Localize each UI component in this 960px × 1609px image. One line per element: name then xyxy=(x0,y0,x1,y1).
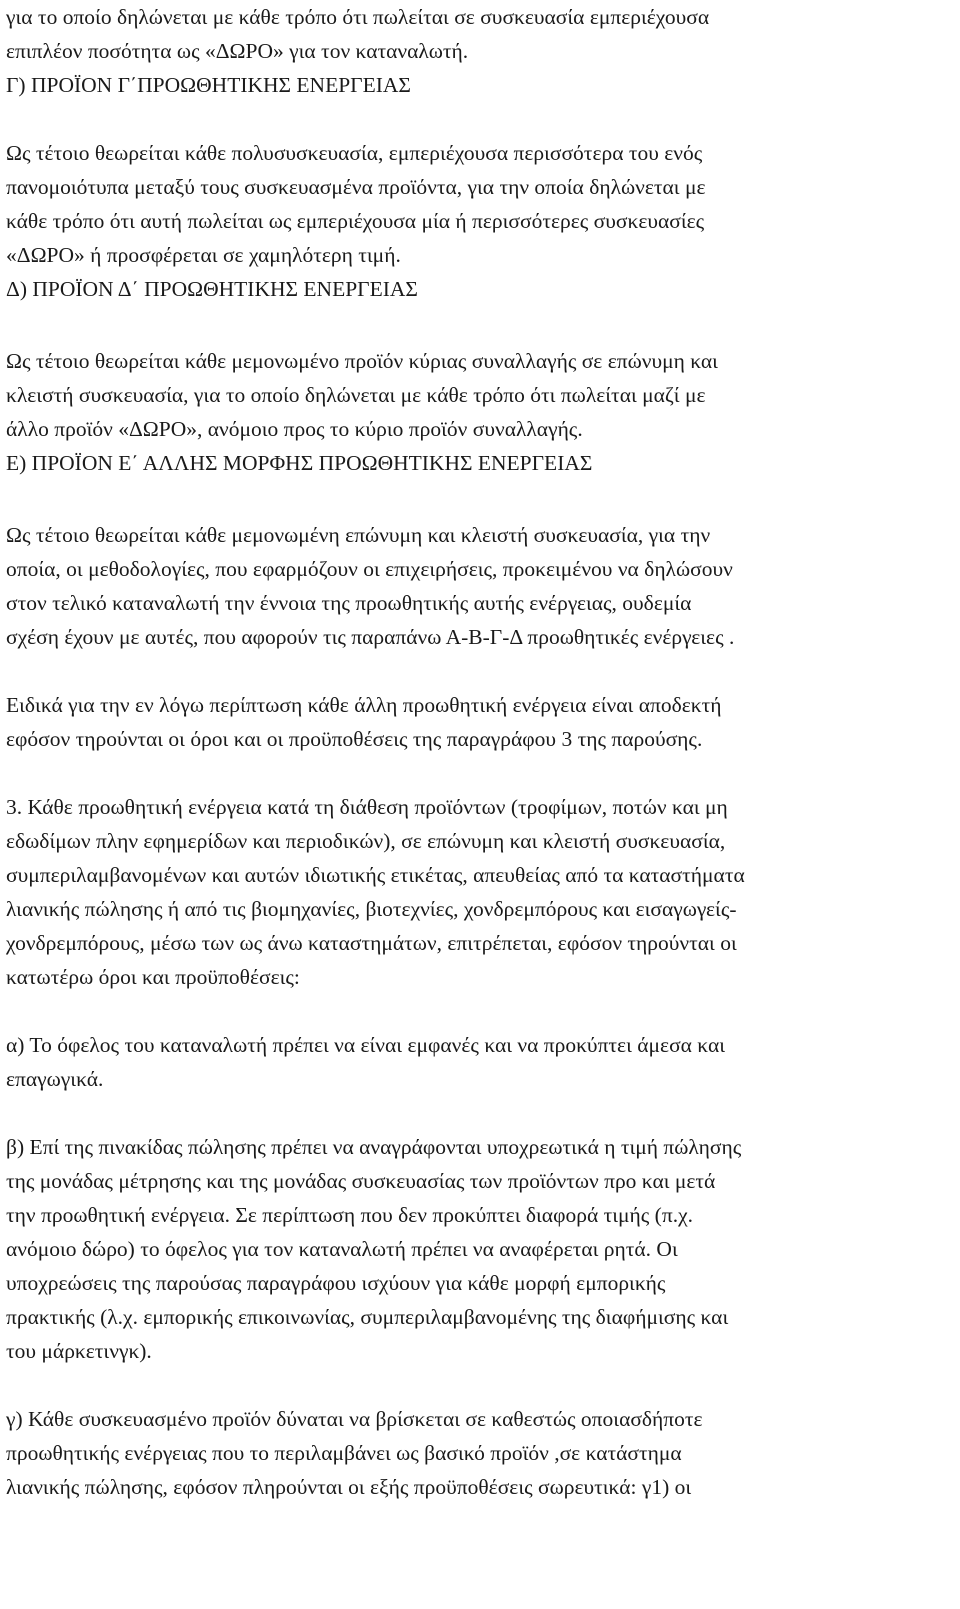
text-line: εφόσον τηρούνται οι όροι και οι προϋποθέσεις της παραγράφου 3 της παρούσης. xyxy=(6,727,703,751)
text-line: 3. Κάθε προωθητική ενέργεια κατά τη διάθεση προϊόντων (τροφίμων, ποτών και μη xyxy=(6,795,728,819)
condition-a xyxy=(6,1028,956,1096)
text-line: την προωθητική ενέργεια. Σε περίπτωση που δεν προκύπτει διαφορά τιμής (π.χ. xyxy=(6,1203,693,1227)
text-line: Ειδικά για την εν λόγω περίπτωση κάθε άλλη προωθητική ενέργεια είναι αποδεκτή xyxy=(6,693,722,717)
text-line: Ως τέτοιο θεωρείται κάθε μεμονωμένο προϊόν κύριας συναλλαγής σε επώνυμη και xyxy=(6,349,718,373)
text-line: άλλο προϊόν «ΔΩΡΟ», ανόμοιο προς το κύριο προϊόν συναλλαγής. xyxy=(6,417,583,441)
text-line: εδωδίμων πλην εφημερίδων και περιοδικών), σε επώνυμη και κλειστή συσκευασία, xyxy=(6,829,726,853)
text-line: συμπεριλαμβανομένων και αυτών ιδιωτικής ετικέτας, απευθείας από τα καταστήματα xyxy=(6,863,745,887)
text-line: οποία, οι μεθοδολογίες, που εφαρμόζουν οι επιχειρήσεις, προκειμένου να δηλώσουν xyxy=(6,557,733,581)
text-line: πρακτικής (λ.χ. εμπορικής επικοινωνίας, συμπεριλαμβανομένης της διαφήμισης και xyxy=(6,1305,729,1329)
section-heading: Ε) ΠΡΟΪΟΝ Ε΄ ΑΛΛΗΣ ΜΟΡΦΗΣ ΠΡΟΩΘΗΤΙΚΗΣ ΕΝΕΡΓΕΙΑΣ xyxy=(6,451,593,475)
text-line: για το οποίο δηλώνεται με κάθε τρόπο ότι πωλείται σε συσκευασία εμπεριέχουσα xyxy=(6,5,710,29)
condition-c xyxy=(6,1402,956,1504)
text-line: α) Το όφελος του καταναλωτή πρέπει να είναι εμφανές και να προκύπτει άμεσα και xyxy=(6,1033,725,1057)
text-line: σχέση έχουν με αυτές, που αφορούν τις παραπάνω Α-Β-Γ-Δ προωθητικές ενέργειες . xyxy=(6,625,735,649)
section-e xyxy=(6,446,956,756)
section-heading: Γ) ΠΡΟΪΟΝ Γ΄ΠΡΟΩΘΗΤΙΚΗΣ ΕΝΕΡΓΕΙΑΣ xyxy=(6,73,411,97)
text-line: λιανικής πώλησης ή από τις βιομηχανίες, βιοτεχνίες, χονδρεμπόρους και εισαγωγείς- xyxy=(6,897,737,921)
text-line: του μάρκετινγκ). xyxy=(6,1339,152,1363)
section-heading: Δ) ΠΡΟΪΟΝ Δ΄ ΠΡΟΩΘΗΤΙΚΗΣ ΕΝΕΡΓΕΙΑΣ xyxy=(6,277,418,301)
text-line: της μονάδας μέτρησης και της μονάδας συσκευασίας των προϊόντων προ και μετά xyxy=(6,1169,716,1193)
paragraph-3 xyxy=(6,790,956,994)
section-g xyxy=(6,68,956,272)
text-line: επιπλέον ποσότητα ως «ΔΩΡΟ» για τον καταναλωτή. xyxy=(6,39,469,63)
text-line: «ΔΩΡΟ» ή προσφέρεται σε χαμηλότερη τιμή. xyxy=(6,243,401,267)
text-line: Ως τέτοιο θεωρείται κάθε μεμονωμένη επώνυμη και κλειστή συσκευασία, για την xyxy=(6,523,711,547)
condition-b xyxy=(6,1130,956,1368)
document-page xyxy=(6,0,956,1504)
text-line: κάθε τρόπο ότι αυτή πωλείται ως εμπεριέχουσα μία ή περισσότερες συσκευασίες xyxy=(6,209,705,233)
text-line: στον τελικό καταναλωτή την έννοια της προωθητικής αυτής ενέργειας, ουδεμία xyxy=(6,591,692,615)
text-line: ανόμοιο δώρο) το όφελος για τον καταναλωτή πρέπει να αναφέρεται ρητά. Οι xyxy=(6,1237,678,1261)
intro-paragraph xyxy=(6,0,956,68)
section-d xyxy=(6,272,956,446)
text-line: προωθητικής ενέργειας που το περιλαμβάνει ως βασικό προϊόν ,σε κατάστημα xyxy=(6,1441,682,1465)
text-line: β) Επί της πινακίδας πώλησης πρέπει να αναγράφονται υποχρεωτικά η τιμή πώλησης xyxy=(6,1135,742,1159)
text-line: λιανικής πώλησης, εφόσον πληρούνται οι εξής προϋποθέσεις σωρευτικά: γ1) οι xyxy=(6,1475,692,1499)
text-line: χονδρεμπόρους, μέσω των ως άνω καταστημάτων, επιτρέπεται, εφόσον τηρούνται οι xyxy=(6,931,737,955)
text-line: κατωτέρω όροι και προϋποθέσεις: xyxy=(6,965,300,989)
text-line: γ) Κάθε συσκευασμένο προϊόν δύναται να βρίσκεται σε καθεστώς οποιασδήποτε xyxy=(6,1407,703,1431)
text-line: επαγωγικά. xyxy=(6,1067,104,1091)
text-line: πανομοιότυπα μεταξύ τους συσκευασμένα προϊόντα, για την οποία δηλώνεται με xyxy=(6,175,706,199)
text-line: Ως τέτοιο θεωρείται κάθε πολυσυσκευασία, εμπεριέχουσα περισσότερα του ενός xyxy=(6,141,703,165)
text-line: υποχρεώσεις της παρούσας παραγράφου ισχύουν για κάθε μορφή εμπορικής xyxy=(6,1271,666,1295)
text-line: κλειστή συσκευασία, για το οποίο δηλώνεται με κάθε τρόπο ότι πωλείται μαζί με xyxy=(6,383,706,407)
